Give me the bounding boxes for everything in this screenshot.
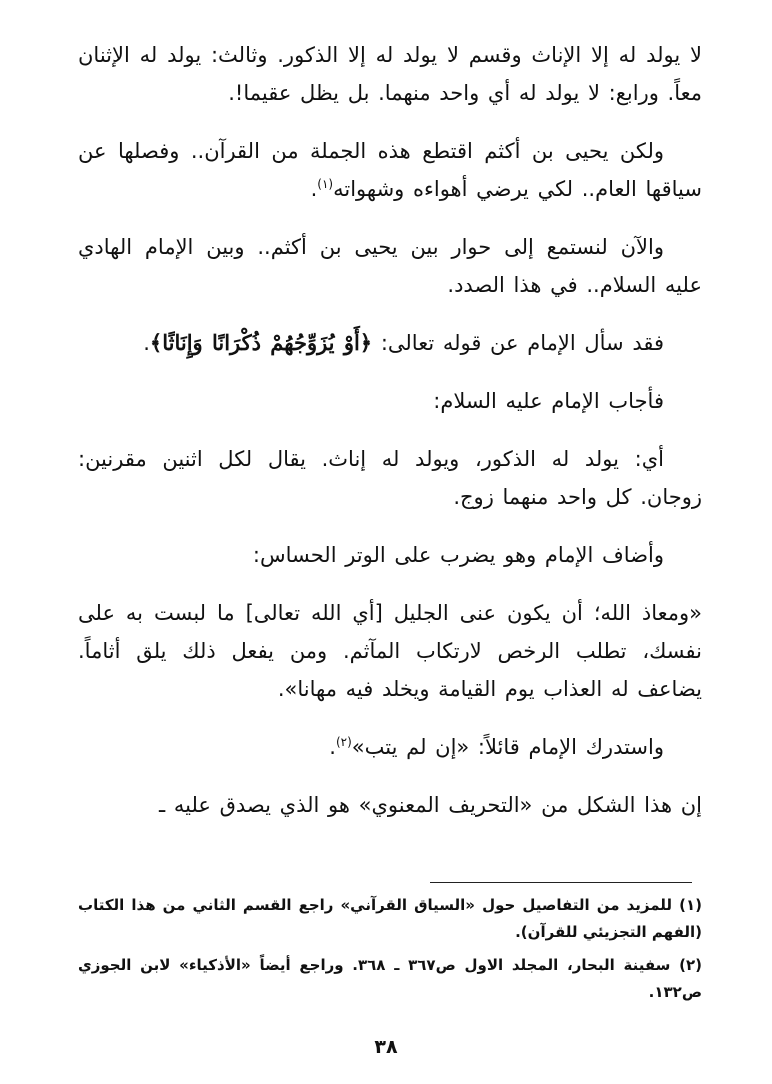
paragraph-6-text: أي: يولد له الذكور، ويولد له إناث. يقال لكل اثنين مقرنين: زوجان. كل واحد منهما زوج. xyxy=(78,447,702,509)
footnote-ref-2: (٢) xyxy=(335,735,352,749)
footnotes xyxy=(78,892,702,1012)
paragraph-4-text: فقد سأل الإمام عن قوله تعالى: xyxy=(380,331,664,355)
paragraph-8 xyxy=(78,594,702,708)
page-number: ٣٨ xyxy=(374,1036,398,1058)
paragraph-5-text: فأجاب الإمام عليه السلام: xyxy=(433,389,664,413)
paragraph-2-end: . xyxy=(310,177,318,201)
paragraph-7 xyxy=(78,536,702,574)
footnote-2: (٢) سفينة البحار، المجلد الاول ص٣٦٧ ـ ٣٦٨. وراجع أيضاً «الأذكياء» لابن الجوزي ص١٣٢. xyxy=(78,956,702,1001)
paragraph-1 xyxy=(78,36,702,112)
paragraph-3 xyxy=(78,228,702,304)
paragraph-5 xyxy=(78,382,702,420)
paragraph-10-text: إن هذا الشكل من «التحريف المعنوي» هو الذي يصدق عليه ـ xyxy=(159,793,702,817)
paragraph-4 xyxy=(78,324,702,362)
footnote-1: (١) للمزيد من التفاصيل حول «السياق القرآني» راجع القسم الثاني من هذا الكتاب (الفهم التجزيئي للقرآن). xyxy=(78,896,702,941)
paragraph-1-text: لا يولد له إلا الإناث وقسم لا يولد له إلا الذكور. وثالث: يولد له الإثنان معاً. ورابع: لا يولد له أي واحد منهما. بل يظل عقيما!. xyxy=(78,43,702,105)
body-text xyxy=(78,36,702,844)
paragraph-2-text: ولكن يحيى بن أكثم اقتطع هذه الجملة من القرآن.. وفصلها عن سياقها العام.. لكي يرضي أهواءه وشهواته xyxy=(78,139,702,201)
paragraph-6 xyxy=(78,440,702,516)
paragraph-10 xyxy=(78,786,702,824)
quran-verse: ﴿أَوْ يُزَوِّجُهُمْ ذُكْرَانًا وَإِنَاثًا﴾ xyxy=(149,330,373,355)
paragraph-7-text: وأضاف الإمام وهو يضرب على الوتر الحساس: xyxy=(252,543,664,567)
paragraph-9-text: واستدرك الإمام قائلاً: «إن لم يتب» xyxy=(351,735,664,759)
paragraph-8-text: «ومعاذ الله؛ أن يكون عنى الجليل [أي الله تعالى] ما لبست به على نفسك، تطلب الرخص لارتكاب المآثم. ومن يفعل ذلك يلق أثاماً. يضاعف له العذاب يوم القيامة ويخلد فيه مهانا». xyxy=(78,601,702,701)
paragraph-4-end: . xyxy=(143,331,150,355)
paragraph-3-text: والآن لنستمع إلى حوار بين يحيى بن أكثم.. وبين الإمام الهادي عليه السلام.. في هذا الصدد. xyxy=(78,235,702,297)
paragraph-2 xyxy=(78,132,702,208)
paragraph-9 xyxy=(78,728,702,766)
footnote-ref-1: (١) xyxy=(317,177,334,191)
paragraph-9-end: . xyxy=(329,735,336,759)
footnote-separator xyxy=(430,882,692,883)
